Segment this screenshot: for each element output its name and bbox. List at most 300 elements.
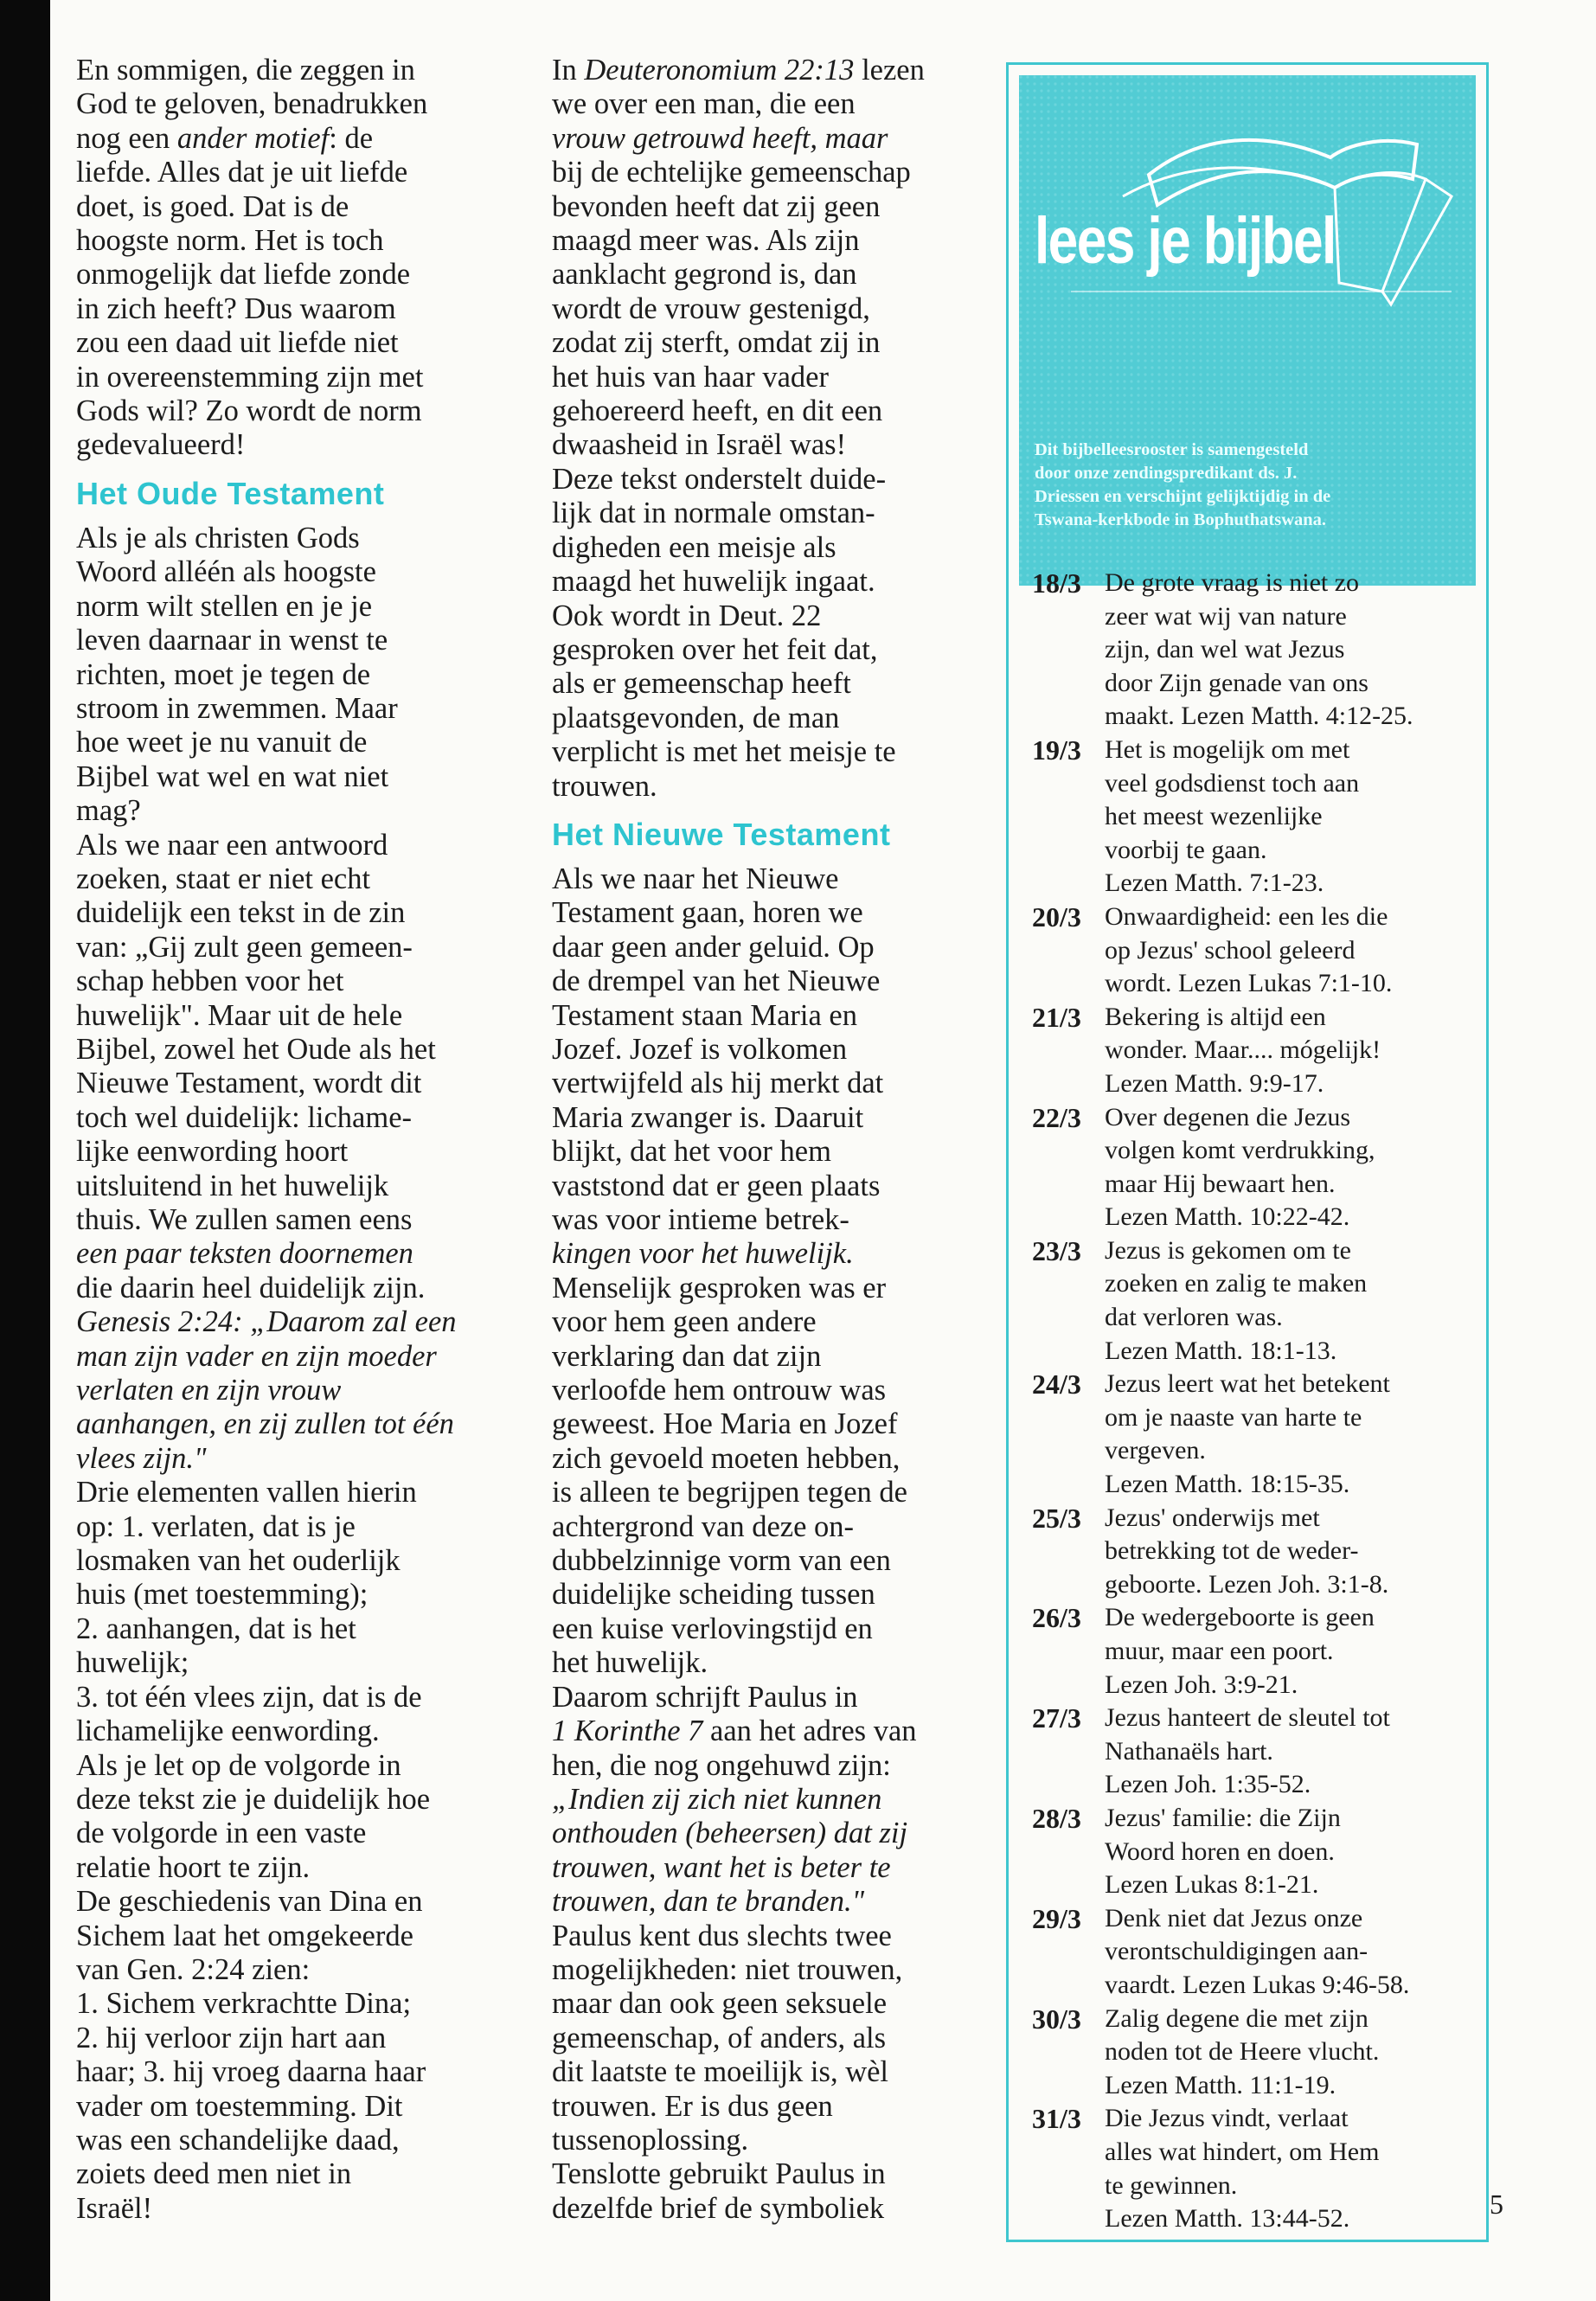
text-line [552,1885,997,1919]
schedule-entry [1032,1601,1482,1702]
text-run: lichamelijke eenwording. [76,1715,380,1748]
entry-line: geboorte. Lezen Joh. 3:1-8. [1105,1569,1389,1599]
entry-line: Lezen Matth. 13:44-52. [1105,2204,1350,2234]
entry-line: wordt. Lezen Lukas 7:1-10. [1105,969,1393,998]
text-line [76,1374,513,1407]
text-line [552,1646,997,1680]
entry-line: De wedergeboorte is geen [1105,1603,1375,1632]
entry-line: Zalig degene die met zijn [1105,2003,1368,2033]
text-run: stroom in zwemmen. Maar [76,691,398,725]
schedule-entry [1032,1001,1482,1101]
section-heading: Het Nieuwe Testament [552,816,891,852]
text-run: 1. Sichem verkrachtte Dina; [76,1987,412,2021]
entry-date: 29/3 [1032,1902,1081,1934]
text-line [76,1442,513,1476]
text-run: doet, is goed. Dat is de [76,189,349,223]
text-run: lijke eenwording hoort [76,1135,349,1169]
entry-date: 23/3 [1032,1234,1081,1266]
entry-line: Die Jezus vindt, verlaat [1105,2104,1349,2133]
text-line [552,2157,997,2191]
text-line [552,1272,997,1305]
text-run: was een schandelijke daad, [76,2123,400,2157]
text-line [76,2090,513,2124]
text-line [552,1442,997,1476]
text-run: onmogelijk dat liefde zonde [76,258,411,292]
entry-date: 28/3 [1032,1802,1081,1834]
text-line [552,1783,997,1817]
schedule-entry [1032,2102,1482,2235]
text-line [552,965,997,998]
text-run: gehoereerd heeft, en dit een [552,394,883,428]
text-run: Nieuwe Testament, wordt dit [76,1067,422,1100]
entry-line: door Zijn genade van ons [1105,668,1368,697]
text-line [552,1715,997,1748]
text-line [552,1340,997,1374]
text-line [76,1953,513,1987]
entry-date: 21/3 [1032,1001,1081,1033]
text-run: blijkt, dat het voor hem [552,1135,831,1169]
text-line [552,1067,997,1100]
text-run: mogelijkheden: niet trouwen, [552,1952,903,1986]
entry-date: 30/3 [1032,2003,1081,2035]
text-line [552,2055,997,2089]
text-run: Tenslotte gebruikt Paulus in [552,2157,886,2191]
text-line [76,1987,513,2021]
text-run: zoeken, staat er niet echt [76,862,371,895]
text-run: Paulus kent dus slechts twee [552,1919,892,1952]
text-line [552,1612,997,1646]
text-run: een kuise verlovingstijd en [552,1612,873,1645]
text-run: Daarom schrijft Paulus in [552,1680,858,1714]
text-line [552,1510,997,1544]
text-run: van Gen. 2:24 zien: [76,1952,311,1986]
entry-date: 19/3 [1032,734,1081,766]
text-run: op: 1. verlaten, dat is je [76,1509,356,1543]
entry-line: op Jezus' school geleerd [1105,935,1356,965]
text-run: gedevalueerd! [76,428,246,462]
text-line [552,292,997,326]
entry-line: noden tot de Heere vlucht. [1105,2037,1380,2067]
text-run: in zich heeft? Dus waarom [76,292,396,325]
text-run: voor hem geen andere [552,1305,817,1339]
text-run: het huwelijk. [552,1646,708,1680]
text-run: toch wel duidelijk: lichame- [76,1100,413,1134]
entry-line: Over degenen die Jezus [1105,1102,1351,1131]
entry-line: zeer wat wij van nature [1105,601,1347,631]
schedule-entry [1032,1502,1482,1602]
text-run: Testament staan Maria en [552,998,857,1032]
entry-date: 27/3 [1032,1702,1081,1734]
article-column-2 [552,54,997,2226]
paragraph [552,862,997,2226]
entry-line: Jezus' familie: die Zijn [1105,1803,1341,1832]
text-run: dezelfde brief de symboliek [552,2191,885,2225]
page-number: 5 [1490,2189,1503,2220]
text-line [552,735,997,769]
text-run: trouwen. [552,769,657,803]
entry-line: maakt. Lezen Matth. 4:12-25. [1105,702,1413,731]
schedule-entry [1032,1802,1482,1902]
text-run: vader om toestemming. Dit [76,2089,403,2123]
text-line [552,1817,997,1850]
entry-line: Bekering is altijd een [1105,1002,1326,1031]
italic-run: onthouden (beheersen) dat zij [552,1817,908,1850]
text-run: van: „Gij zult geen gemeen- [76,930,413,964]
entry-line: Jezus' onderwijs met [1105,1503,1320,1532]
entry-date: 20/3 [1032,901,1081,933]
text-line [552,896,997,930]
text-line [552,667,997,701]
text-line [76,1203,513,1237]
italic-run: Deuteronomium 22:13 [584,54,855,87]
schedule-entry [1032,1702,1482,1802]
text-line [76,428,513,462]
sidebar-credit [1035,439,1467,532]
text-run: vaststond dat er geen plaats [552,1169,881,1202]
entry-line: dat verloren was. [1105,1303,1283,1332]
text-run: lezen [854,54,925,87]
text-line [552,1237,997,1271]
schedule-entry [1032,1234,1482,1368]
text-line [76,1272,513,1305]
text-line [552,1953,997,1987]
text-line [552,1851,997,1885]
text-line [552,1407,997,1441]
text-line [76,1612,513,1646]
text-run: thuis. We zullen samen eens [76,1203,413,1236]
article-column-1 [76,54,513,2226]
text-line [552,190,997,224]
entry-line: De grote vraag is niet zo [1105,568,1360,597]
entry-line: voorbij te gaan. [1105,835,1267,864]
italic-run: ander motief [176,121,330,155]
italic-run: trouwen, dan te branden." [552,1885,865,1919]
text-run: hoe weet je nu vanuit de [76,726,368,760]
text-run: huis (met toestemming); [76,1578,369,1612]
entry-line: veel godsdienst toch aan [1105,768,1360,798]
text-run: Als we naar een antwoord [76,828,388,862]
text-run: hoogste norm. Het is toch [76,224,384,258]
text-run: in overeenstemming zijn met [76,360,424,394]
entry-date: 25/3 [1032,1502,1081,1534]
text-line [76,794,513,828]
text-run: Menselijk gesproken was er [552,1271,887,1304]
italic-run: 1 Korinthe 7 [552,1715,703,1748]
entry-line: alles wat hindert, om Hem [1105,2137,1380,2166]
text-line [76,1135,513,1169]
entry-line: Woord horen en doen. [1105,1836,1335,1866]
text-line [552,497,997,530]
text-line [552,54,997,87]
text-run: maagd het huwelijk ingaat. [552,565,875,599]
sidebar-banner [1019,75,1476,586]
entry-line: muur, maar een poort. [1105,1637,1334,1665]
text-line [76,258,513,292]
text-line [76,1749,513,1783]
text-run: uitsluitend in het huwelijk [76,1169,389,1202]
text-run: zou een daad uit liefde niet [76,326,399,360]
paragraph [76,54,513,463]
text-line [76,1681,513,1715]
text-run: geweest. Hoe Maria en Jozef [552,1407,898,1441]
text-line [552,1920,997,1953]
text-run: achtergrond van deze on- [552,1509,854,1543]
text-run: norm wilt stellen en je je [76,589,373,623]
text-run: Bijbel wat wel en wat niet [76,760,389,793]
schedule-entry [1032,1368,1482,1501]
italic-run: man zijn vader en zijn moeder [76,1339,437,1373]
text-line [552,599,997,633]
text-run: verplicht is met het meisje te [552,735,896,769]
text-run: gesproken over het feit dat, [552,632,878,666]
entry-date: 18/3 [1032,567,1081,599]
entry-line: betrekking tot de weder- [1105,1536,1359,1566]
text-run: dit laatste te moeilijk is, wèl [552,2055,889,2089]
text-line [552,87,997,121]
italic-run: verlaten en zijn vrouw [76,1374,342,1407]
entry-line: Onwaardigheid: een les die [1105,901,1388,931]
entry-line: Denk niet dat Jezus onze [1105,1903,1363,1932]
text-line [552,463,997,497]
text-line [76,1170,513,1203]
text-line [76,726,513,760]
text-run: Woord alléén als hoogste [76,555,376,589]
binding-edge [0,0,50,2301]
credit-line: Tswana-kerkbode in Bophuthatswana. [1035,510,1327,529]
text-run: huwelijk; [76,1646,189,1680]
text-run: bij de echtelijke gemeenschap [552,156,911,189]
entry-date: 31/3 [1032,2103,1081,2135]
italic-run: vlees zijn." [76,1441,207,1475]
italic-run: trouwen, want het is beter te [552,1850,891,1884]
text-run: de volgorde in een vaste [76,1817,367,1850]
text-line [552,1987,997,2021]
text-line [76,658,513,692]
entry-line: Lezen Matth. 11:1-19. [1105,2070,1336,2099]
text-run: verloofde hem ontrouw was [552,1374,887,1407]
text-line [76,2157,513,2191]
text-run: richten, moet je tegen de [76,657,371,691]
bible-reading-sidebar [1006,62,1489,2242]
entry-line: Het is mogelijk om met [1105,734,1350,764]
credit-line: door onze zendingspredikant ds. J. [1035,464,1298,483]
text-run: wordt de vrouw gestenigd, [552,292,870,325]
text-line [76,1407,513,1441]
text-line [552,394,997,428]
text-line [76,361,513,394]
text-line [76,1544,513,1578]
text-run: schap hebben voor het [76,965,344,998]
text-run: Sichem laat het omgekeerde [76,1919,413,1952]
text-line [552,2090,997,2124]
entry-line: Lezen Matth. 18:1-13. [1105,1336,1337,1365]
text-line [76,862,513,896]
text-run: Maria zwanger is. Daaruit [552,1100,864,1134]
text-line [76,590,513,624]
schedule-entry [1032,1101,1482,1234]
text-line [552,224,997,258]
text-run: mag? [76,794,141,828]
text-run: maagd meer was. Als zijn [552,224,860,258]
text-line [552,1101,997,1135]
text-run: aanklacht gegrond is, dan [552,258,857,292]
text-line [76,122,513,156]
text-run: digheden een meisje als [552,530,836,564]
entry-line: zijn, dan wel wat Jezus [1105,635,1345,664]
text-line [76,1578,513,1612]
text-run: leven daarnaar in wenst te [76,624,388,657]
text-run: trouwen. Er is dus geen [552,2089,833,2123]
text-line [76,760,513,794]
text-line [76,1715,513,1748]
text-line [76,54,513,87]
text-run: dubbelzinnige vorm van een [552,1544,891,1578]
text-run: De geschiedenis van Dina en [76,1885,423,1919]
text-run: aan het adres van [702,1715,917,1748]
text-run: En sommigen, die zeggen in [76,54,415,87]
text-line [552,156,997,189]
entry-line: Jezus leert wat het betekent [1105,1369,1390,1399]
text-line [76,1510,513,1544]
entry-line: Lezen Joh. 3:9-21. [1105,1670,1298,1699]
text-run: haar; 3. hij vroeg daarna haar [76,2055,426,2089]
text-run: 2. aanhangen, dat is het [76,1612,356,1645]
entry-line: zoeken en zalig te maken [1105,1269,1368,1298]
entry-line: Jezus hanteert de sleutel tot [1105,1703,1390,1733]
schedule-entry [1032,901,1482,1001]
entry-line: verontschuldigingen aan- [1105,1937,1368,1966]
text-line [76,2124,513,2157]
text-run: is alleen te begrijpen tegen de [552,1476,907,1509]
text-line [552,326,997,360]
text-run: Gods wil? Zo wordt de norm [76,394,422,428]
entry-line: Nathanaëls hart. [1105,1736,1273,1766]
text-run: tussenoplossing. [552,2123,749,2157]
text-line [76,156,513,189]
text-line [552,2124,997,2157]
text-line [552,770,997,804]
text-run: duidelijke scheiding tussen [552,1578,875,1612]
text-run: Jozef. Jozef is volkomen [552,1032,848,1066]
text-run: In [552,54,585,87]
text-line [76,692,513,726]
text-line [552,1135,997,1169]
text-line [552,1749,997,1783]
text-run: dwaasheid in Israël was! [552,428,847,462]
entry-date: 24/3 [1032,1368,1081,1400]
schedule-entry [1032,734,1482,901]
entry-line: wonder. Maar.... mógelijk! [1105,1035,1381,1065]
text-run: lijk dat in normale omstan- [552,497,875,530]
text-run: Bijbel, zowel het Oude als het [76,1032,436,1066]
text-line [76,829,513,862]
text-line [552,1170,997,1203]
entry-date: 26/3 [1032,1602,1081,1634]
entry-line: Lezen Matth. 10:22-42. [1105,1202,1350,1232]
text-line [552,1544,997,1578]
text-line [552,428,997,462]
text-line [76,1817,513,1850]
text-line [76,224,513,258]
text-line [552,1578,997,1612]
text-line [552,531,997,565]
text-line [76,326,513,360]
text-line [76,190,513,224]
text-run: nog een [76,121,177,155]
text-run: zich gevoeld moeten hebben, [552,1441,901,1475]
paragraph [552,54,997,804]
text-run: losmaken van het ouderlijk [76,1544,401,1578]
text-run: Drie elementen vallen hierin [76,1476,417,1509]
text-run: 3. tot één vlees zijn, dat is de [76,1680,422,1714]
text-run: bevonden heeft dat zij geen [552,189,881,223]
credit-line: Driessen en verschijnt gelijktijdig in de [1035,487,1331,506]
text-line [552,258,997,292]
text-line [552,633,997,667]
italic-run: aanhangen, en zij zullen tot één [76,1407,454,1441]
text-run: was voor intieme betrek- [552,1203,849,1236]
text-line [552,702,997,735]
text-line [552,999,997,1033]
text-run: vertwijfeld als hij merkt dat [552,1067,884,1100]
text-line [76,1476,513,1509]
text-line [76,1033,513,1067]
text-run: Ook wordt in Deut. 22 [552,599,822,632]
text-line [76,1101,513,1135]
text-run: Testament gaan, horen we [552,896,863,930]
text-line [76,896,513,930]
entry-line: volgen komt verdrukking, [1105,1136,1375,1165]
entry-line: te gewinnen. [1105,2170,1238,2200]
text-run: Als je als christen Gods [76,521,360,554]
text-line [76,1920,513,1953]
section-heading: Het Oude Testament [76,475,385,511]
italic-run: vrouw getrouwd heeft, maar [552,121,888,155]
text-run: zodat zij sterft, omdat zij in [552,326,881,360]
entry-line: Lezen Matth. 9:9-17. [1105,1068,1324,1098]
text-line [76,87,513,121]
text-line [76,2192,513,2226]
text-line [76,931,513,965]
italic-run: „Indien zij zich niet kunnen [552,1782,882,1816]
text-run: relatie hoort te zijn. [76,1850,311,1884]
text-line [552,2022,997,2055]
text-run: deze tekst zie je duidelijk hoe [76,1782,431,1816]
text-run: gemeenschap, of anders, als [552,2021,887,2054]
text-line [552,1033,997,1067]
text-line [552,931,997,965]
text-line [76,1237,513,1271]
text-line [76,555,513,589]
text-line [76,394,513,428]
text-run: : de [329,121,374,155]
text-line [76,1305,513,1339]
credit-line: Dit bijbelleesrooster is samengesteld [1035,440,1309,459]
italic-run: Genesis 2:24: „Daarom zal een [76,1305,457,1339]
text-line [552,122,997,156]
schedule-entry [1032,1902,1482,2003]
text-run: het huis van haar vader [552,360,829,394]
text-line [76,624,513,657]
text-run: verklaring dan dat zijn [552,1339,822,1373]
entry-line: maar Hij bewaart hen. [1105,1169,1336,1198]
text-line [552,1374,997,1407]
text-run: duidelijk een tekst in de zin [76,896,406,930]
text-run: we over een man, die een [552,87,856,121]
text-line [76,1783,513,1817]
schedule-entry [1032,567,1482,734]
text-line [552,361,997,394]
